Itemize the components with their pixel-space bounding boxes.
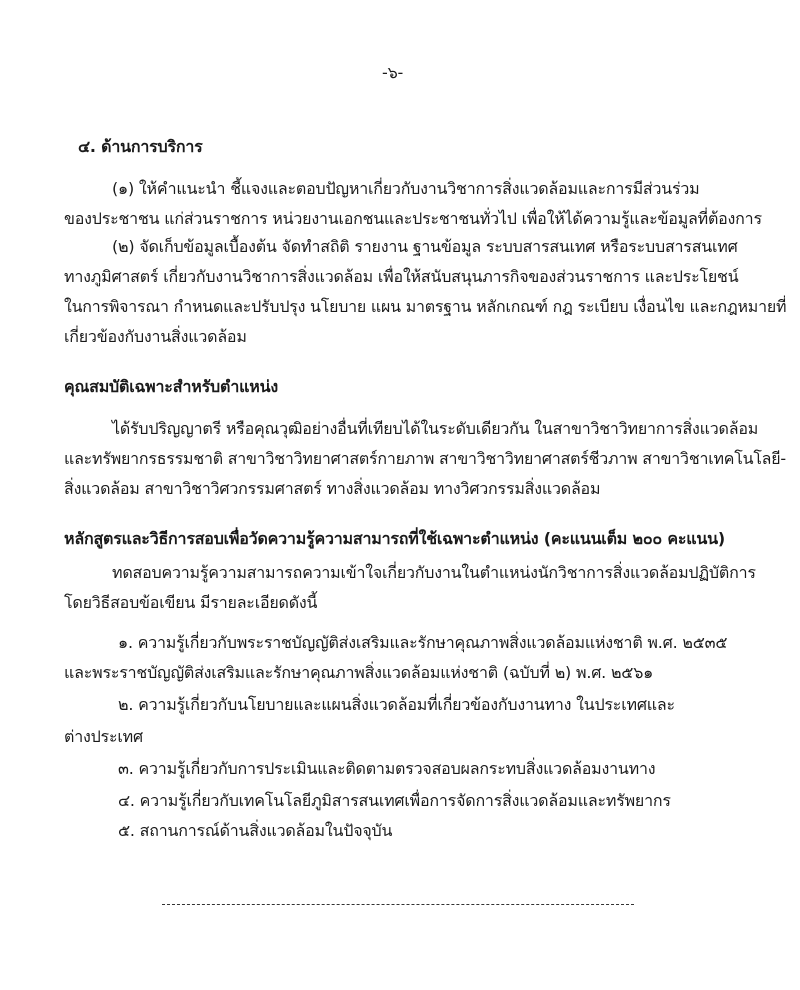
exam-item-4: ๔. ความรู้เกี่ยวกับเทคโนโลยีภูมิสารสนเทศเพื่อการจัดการสิ่งแวดล้อมและทรัพยากร	[118, 791, 671, 810]
qualifications-heading: คุณสมบัติเฉพาะสำหรับตำแหน่ง	[64, 377, 278, 396]
exam-intro-line1: ทดสอบความรู้ความสามารถความเข้าใจเกี่ยวกับงานในตำแหน่งนักวิชาการสิ่งแวดล้อมปฏิบัติการ	[112, 563, 756, 582]
exam-intro-line2: โดยวิธีสอบข้อเขียน มีรายละเอียดดังนี้	[64, 593, 318, 612]
exam-heading: หลักสูตรและวิธีการสอบเพื่อวัดความรู้ความสามารถที่ใช้เฉพาะตำแหน่ง (คะแนนเต็ม ๒๐๐ คะแนน)	[64, 529, 725, 548]
section-4-p2-line2: ทางภูมิศาสตร์ เกี่ยวกับงานวิชาการสิ่งแวดล้อม เพื่อให้สนับสนุนภารกิจของส่วนราชการ และประโยชน์	[64, 267, 739, 286]
section-4-p2-line1: (๒) จัดเก็บข้อมูลเบื้องต้น จัดทำสถิติ รายงาน ฐานข้อมูล ระบบสารสนเทศ หรือระบบสารสนเทศ	[112, 237, 738, 256]
section-4-p1-line1: (๑) ให้คำแนะนำ ชี้แจงและตอบปัญหาเกี่ยวกับงานวิชาการสิ่งแวดล้อมและการมีส่วนร่วม	[112, 179, 700, 198]
section-4-p2-line3: ในการพิจารณา กำหนดและปรับปรุง นโยบาย แผน มาตรฐาน หลักเกณฑ์ กฎ ระเบียบ เงื่อนไข และกฎหมายที่	[64, 297, 787, 316]
end-divider	[162, 904, 634, 905]
qualifications-line3: สิ่งแวดล้อม สาขาวิชาวิศวกรรมศาสตร์ ทางสิ่งแวดล้อม ทางวิศวกรรมสิ่งแวดล้อม	[64, 479, 601, 498]
page-number: -๖-	[382, 63, 404, 82]
section-4-heading: ๔. ด้านการบริการ	[78, 137, 203, 156]
exam-item-3: ๓. ความรู้เกี่ยวกับการประเมินและติดตามตรวจสอบผลกระทบสิ่งแวดล้อมงานทาง	[118, 759, 656, 778]
exam-item-2-line2: ต่างประเทศ	[64, 727, 143, 746]
qualifications-line1: ได้รับปริญญาตรี หรือคุณวุฒิอย่างอื่นที่เทียบได้ในระดับเดียวกัน ในสาขาวิชาวิทยาการสิ่งแวดล้อม	[112, 419, 759, 438]
exam-item-5: ๕. สถานการณ์ด้านสิ่งแวดล้อมในปัจจุบัน	[118, 821, 393, 840]
exam-item-1-line1: ๑. ความรู้เกี่ยวกับพระราชบัญญัติส่งเสริมและรักษาคุณภาพสิ่งแวดล้อมแห่งชาติ พ.ศ. ๒๕๓๕	[118, 633, 728, 652]
exam-item-2-line1: ๒. ความรู้เกี่ยวกับนโยบายและแผนสิ่งแวดล้อมที่เกี่ยวข้องกับงานทาง ในประเทศและ	[118, 695, 675, 714]
exam-item-1-line2: และพระราชบัญญัติส่งเสริมและรักษาคุณภาพสิ่งแวดล้อมแห่งชาติ (ฉบับที่ ๒) พ.ศ. ๒๕๖๑	[64, 663, 654, 682]
section-4-p1-line2: ของประชาชน แก่ส่วนราชการ หน่วยงานเอกชนและประชาชนทั่วไป เพื่อให้ได้ความรู้และข้อมูลที่ต้องการ	[64, 209, 762, 228]
section-4-p2-line4: เกี่ยวข้องกับงานสิ่งแวดล้อม	[64, 327, 247, 346]
qualifications-line2: และทรัพยากรธรรมชาติ สาขาวิชาวิทยาศาสตร์กายภาพ สาขาวิชาวิทยาศาสตร์ชีวภาพ สาขาวิชาเทคโนโลยี-	[64, 449, 786, 468]
